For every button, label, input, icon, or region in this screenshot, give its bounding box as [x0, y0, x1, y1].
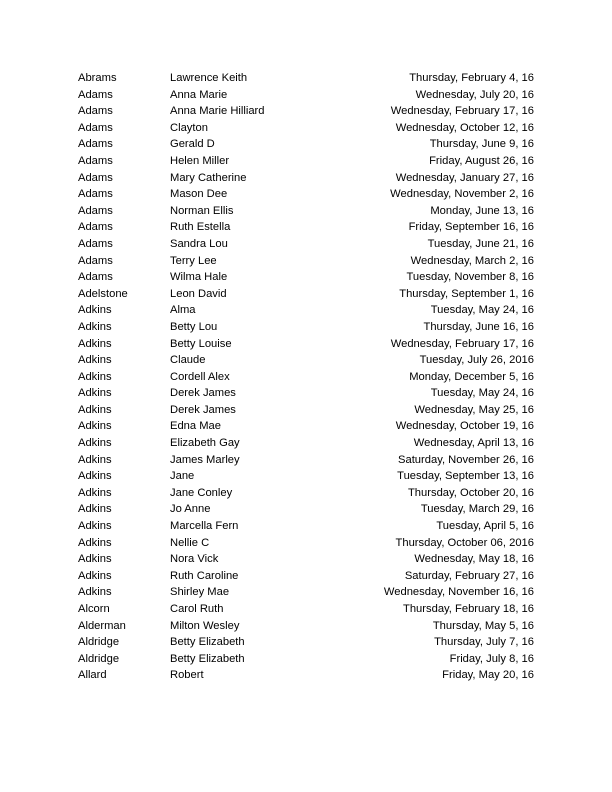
last-name-cell: Aldridge — [78, 636, 120, 649]
last-name-cell: Adelstone — [78, 287, 128, 300]
first-name-cell: Lawrence Keith — [170, 72, 248, 84]
date-cell: Friday, September 16, 16 — [408, 221, 534, 234]
table-row — [78, 136, 534, 153]
last-name-cell: Alderman — [78, 619, 126, 632]
first-name-cell: Mary Catherine — [170, 171, 247, 184]
last-name-cell: Adkins — [78, 437, 112, 450]
table-row — [78, 418, 534, 435]
first-name-cell: Mason Dee — [170, 188, 228, 201]
last-name-cell: Adkins — [78, 470, 112, 483]
date-cell: Tuesday, July 26, 2016 — [419, 354, 534, 367]
last-name-cell: Adkins — [78, 520, 112, 533]
table-row — [78, 336, 534, 353]
date-cell: Thursday, October 06, 2016 — [395, 536, 534, 549]
date-cell: Wednesday, October 12, 16 — [395, 121, 534, 134]
last-name-cell: Adkins — [78, 420, 112, 433]
first-name-cell: Norman Ellis — [170, 204, 234, 217]
last-name-cell: Adkins — [78, 403, 112, 416]
last-name-cell: Adams — [78, 88, 113, 101]
roster-list — [78, 70, 534, 684]
last-name-cell: Adkins — [78, 354, 112, 367]
date-cell: Wednesday, October 19, 16 — [395, 420, 534, 433]
table-row — [78, 87, 534, 104]
date-cell: Wednesday, May 25, 16 — [414, 403, 534, 416]
table-row — [78, 70, 534, 87]
first-name-cell: Sandra Lou — [170, 237, 228, 250]
first-name-cell: Nellie C — [170, 536, 210, 549]
table-row — [78, 485, 534, 502]
last-name-cell: Adams — [78, 154, 113, 167]
first-name-cell: Shirley Mae — [170, 586, 230, 599]
date-cell: Thursday, February 18, 16 — [403, 603, 534, 615]
last-name-cell: Aldridge — [78, 652, 120, 665]
last-name-cell: Adkins — [78, 304, 112, 317]
date-cell: Thursday, June 9, 16 — [429, 138, 534, 151]
table-row — [78, 186, 534, 203]
table-row — [78, 435, 534, 452]
table-row — [78, 568, 534, 585]
first-name-cell: Jane Conley — [170, 486, 233, 499]
first-name-cell: Marcella Fern — [170, 520, 239, 533]
last-name-cell: Adams — [78, 188, 113, 201]
table-row — [78, 584, 534, 601]
table-row — [78, 319, 534, 336]
last-name-cell: Adams — [78, 254, 113, 267]
date-cell: Wednesday, March 2, 16 — [410, 254, 534, 267]
date-cell: Tuesday, June 21, 16 — [427, 237, 534, 250]
date-cell: Wednesday, November 16, 16 — [383, 586, 534, 599]
table-row — [78, 601, 534, 618]
date-cell: Monday, December 5, 16 — [409, 370, 534, 383]
table-row — [78, 452, 534, 469]
first-name-cell: Anna Marie Hilliard — [170, 105, 265, 118]
date-cell: Thursday, July 7, 16 — [434, 636, 534, 649]
date-cell: Saturday, November 26, 16 — [398, 453, 534, 466]
first-name-cell: Anna Marie — [170, 88, 228, 101]
last-name-cell: Adkins — [78, 370, 112, 383]
last-name-cell: Alcorn — [78, 603, 110, 615]
date-cell: Tuesday, November 8, 16 — [406, 271, 534, 284]
date-cell: Thursday, May 5, 16 — [432, 619, 534, 632]
table-row — [78, 369, 534, 386]
first-name-cell: Betty Lou — [170, 320, 218, 333]
table-row — [78, 253, 534, 270]
table-row — [78, 286, 534, 303]
date-cell: Wednesday, January 27, 16 — [395, 171, 534, 184]
last-name-cell: Adkins — [78, 453, 112, 466]
last-name-cell: Adams — [78, 271, 113, 284]
date-cell: Tuesday, April 5, 16 — [436, 520, 534, 533]
first-name-cell: Leon David — [170, 287, 227, 300]
table-row — [78, 634, 534, 651]
date-cell: Thursday, October 20, 16 — [407, 486, 534, 499]
date-cell: Wednesday, July 20, 16 — [415, 88, 534, 101]
first-name-cell: Nora Vick — [170, 553, 219, 566]
first-name-cell: Helen Miller — [170, 154, 230, 167]
date-cell: Wednesday, April 13, 16 — [413, 437, 534, 450]
date-cell: Tuesday, May 24, 16 — [430, 387, 534, 400]
first-name-cell: Ruth Caroline — [170, 569, 239, 582]
last-name-cell: Adams — [78, 105, 113, 118]
table-row — [78, 385, 534, 402]
last-name-cell: Adams — [78, 121, 113, 134]
date-cell: Friday, August 26, 16 — [429, 154, 534, 167]
last-name-cell: Adkins — [78, 586, 112, 599]
date-cell: Tuesday, May 24, 16 — [430, 304, 534, 317]
table-row — [78, 352, 534, 369]
last-name-cell: Adkins — [78, 553, 112, 566]
first-name-cell: Ruth Estella — [170, 221, 231, 234]
table-row — [78, 170, 534, 187]
date-cell: Wednesday, November 2, 16 — [390, 188, 534, 201]
date-cell: Tuesday, March 29, 16 — [420, 503, 534, 516]
table-row — [78, 651, 534, 668]
first-name-cell: Edna Mae — [170, 420, 221, 433]
last-name-cell: Adkins — [78, 320, 112, 333]
last-name-cell: Adkins — [78, 569, 112, 582]
first-name-cell: Jo Anne — [170, 503, 211, 516]
table-row — [78, 468, 534, 485]
date-cell: Tuesday, September 13, 16 — [397, 470, 534, 483]
first-name-cell: Milton Wesley — [170, 619, 240, 632]
date-cell: Wednesday, February 17, 16 — [390, 337, 534, 350]
last-name-cell: Adams — [78, 237, 113, 250]
first-name-cell: Derek James — [170, 387, 236, 400]
first-name-cell: Claude — [170, 354, 206, 367]
first-name-cell: Robert — [170, 669, 204, 682]
first-name-cell: Betty Elizabeth — [170, 636, 245, 649]
date-cell: Thursday, June 16, 16 — [423, 320, 534, 333]
first-name-cell: Wilma Hale — [170, 271, 228, 284]
last-name-cell: Abrams — [78, 72, 117, 84]
table-row — [78, 551, 534, 568]
date-cell: Wednesday, February 17, 16 — [390, 105, 534, 118]
date-cell: Thursday, September 1, 16 — [399, 287, 534, 300]
first-name-cell: Cordell Alex — [170, 370, 230, 383]
first-name-cell: Elizabeth Gay — [170, 437, 240, 450]
first-name-cell: Betty Elizabeth — [170, 652, 245, 665]
first-name-cell: Jane — [170, 470, 195, 483]
table-row — [78, 618, 534, 635]
table-row — [78, 535, 534, 552]
date-cell: Friday, July 8, 16 — [449, 652, 534, 665]
last-name-cell: Adkins — [78, 536, 112, 549]
last-name-cell: Adkins — [78, 486, 112, 499]
last-name-cell: Adams — [78, 171, 113, 184]
table-row — [78, 302, 534, 319]
table-row — [78, 153, 534, 170]
table-row — [78, 203, 534, 220]
last-name-cell: Adams — [78, 138, 113, 151]
date-cell: Thursday, February 4, 16 — [409, 72, 534, 84]
table-row — [78, 269, 534, 286]
last-name-cell: Allard — [78, 669, 107, 682]
date-cell: Saturday, February 27, 16 — [404, 569, 534, 582]
last-name-cell: Adkins — [78, 503, 112, 516]
date-cell: Friday, May 20, 16 — [442, 669, 534, 682]
first-name-cell: James Marley — [170, 453, 240, 466]
table-row — [78, 501, 534, 518]
last-name-cell: Adams — [78, 221, 113, 234]
last-name-cell: Adkins — [78, 387, 112, 400]
first-name-cell: Derek James — [170, 403, 236, 416]
table-row — [78, 219, 534, 236]
table-row — [78, 667, 534, 684]
table-row — [78, 236, 534, 253]
first-name-cell: Carol Ruth — [170, 603, 224, 615]
last-name-cell: Adams — [78, 204, 113, 217]
date-cell: Wednesday, May 18, 16 — [414, 553, 534, 566]
date-cell: Monday, June 13, 16 — [430, 204, 534, 217]
first-name-cell: Terry Lee — [170, 254, 217, 267]
table-row — [78, 120, 534, 137]
table-row — [78, 518, 534, 535]
last-name-cell: Adkins — [78, 337, 112, 350]
first-name-cell: Gerald D — [170, 138, 215, 151]
table-row — [78, 103, 534, 120]
first-name-cell: Clayton — [170, 121, 208, 134]
table-row — [78, 402, 534, 419]
first-name-cell: Betty Louise — [170, 337, 232, 350]
first-name-cell: Alma — [170, 304, 196, 317]
